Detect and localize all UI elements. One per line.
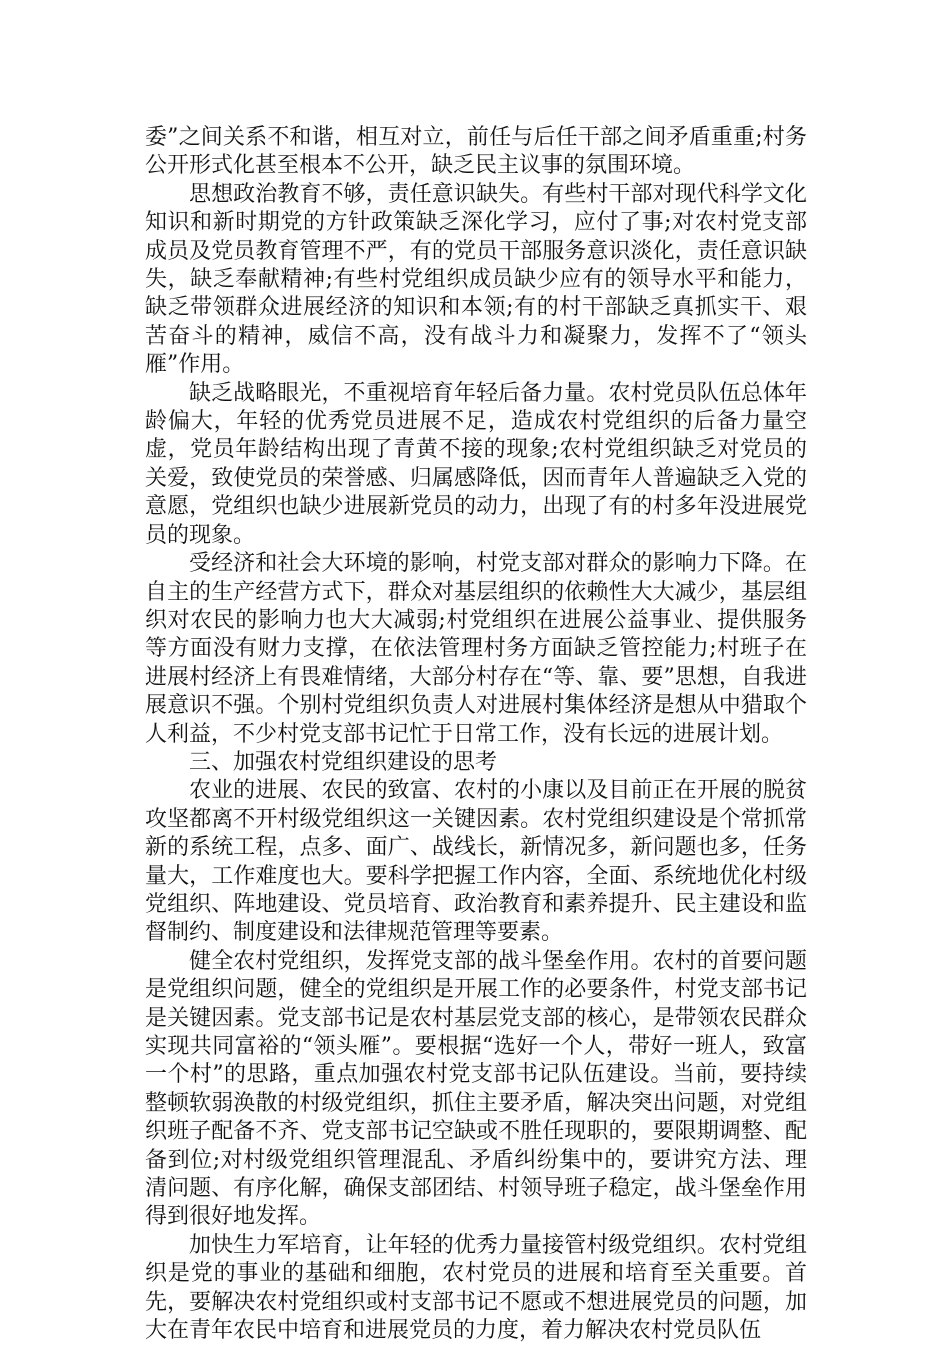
paragraph-young-force-training: 加快生力军培育，让年轻的优秀力量接管村级党组织。农村党组织是党的事业的基础和细胞，农村党员的进展和培育至关重要。首先，要解决农村党组织或村支部书记不愿或不想进展党员的问题，加大在青年农民中培育和进展党员的力度，着力解决农村党员队伍	[145, 1232, 807, 1344]
paragraph-economic-influence: 受经济和社会大环境的影响，村党支部对群众的影响力下降。在自主的生产经营方式下，群众对基层组织的依赖性大大减少，基层组织对农民的影响力也大大减弱;村党组织在进展公益事业、提供服务等方面没有财力支撑，在依法管理村务方面缺乏管控能力;村班子在进展村经济上有畏难情绪，大部分村存在“等、靠、要”思想，自我进展意识不强。个别村党组织负责人对进展村集体经济是想从中猎取个人利益，不少村党支部书记忙于日常工作，没有长远的进展计划。	[145, 551, 807, 747]
paragraph-ideological-education: 思想政治教育不够，责任意识缺失。有些村干部对现代科学文化知识和新时期党的方针政策缺乏深化学习，应付了事;对农村党支部成员及党员教育管理不严，有的党员干部服务意识淡化，责任意识缺失，缺乏奉献精神;有些村党组织成员缺少应有的领导水平和能力，缺乏带领群众进展经济的知识和本领;有的村干部缺乏真抓实干、艰苦奋斗的精神，威信不高，没有战斗力和凝聚力，发挥不了“领头雁”作用。	[145, 181, 807, 378]
paragraph-continuation: 委”之间关系不和谐，相互对立，前任与后任干部之间矛盾重重;村务公开形式化甚至根本不公开，缺乏民主议事的氛围环境。	[145, 125, 807, 179]
document-body	[145, 124, 807, 1345]
paragraph-improve-party-organization: 健全农村党组织，发挥党支部的战斗堡垒作用。农村的首要问题是党组织问题，健全的党组织是开展工作的必要条件，村党支部书记是关键因素。党支部书记是农村基层党支部的核心，是带领农民群众实现共同富裕的“领头雁”。要根据“选好一个人，带好一班人，致富一个村”的思路，重点加强农村党支部书记队伍建设。当前，要持续整顿软弱涣散的村级党组织，抓住主要矛盾，解决突出问题，对党组织班子配备不齐、党支部书记空缺或不胜任现职的，要限期调整、配备到位;对村级党组织管理混乱、矛盾纠纷集中的，要讲究方法、理清问题、有序化解，确保支部团结、村领导班子稳定，战斗堡垒作用得到很好地发挥。	[145, 948, 807, 1230]
section-heading: 三、加强农村党组织建设的思考	[189, 749, 498, 775]
paragraph-strategic-vision: 缺乏战略眼光，不重视培育年轻后备力量。农村党员队伍总体年龄偏大，年轻的优秀党员进展不足，造成农村党组织的后备力量空虚，党员年龄结构出现了青黄不接的现象;农村党组织缺乏对党员的关爱，致使党员的荣誉感、归属感降低，因而青年人普遍缺乏入党的意愿，党组织也缺少进展新党员的动力，出现了有的村多年没进展党员的现象。	[145, 380, 807, 548]
paragraph-agriculture-development: 农业的进展、农民的致富、农村的小康以及目前正在开展的脱贫攻坚都离不开村级党组织这一关键因素。农村党组织建设是个常抓常新的系统工程，点多、面广、战线长，新情况多，新问题也多，任务量大，工作难度也大。要科学把握工作内容，全面、系统地优化村级党组织、阵地建设、党员培育、政治教育和素养提升、民主建设和监督制约、制度建设和法律规范管理等要素。	[145, 778, 807, 946]
